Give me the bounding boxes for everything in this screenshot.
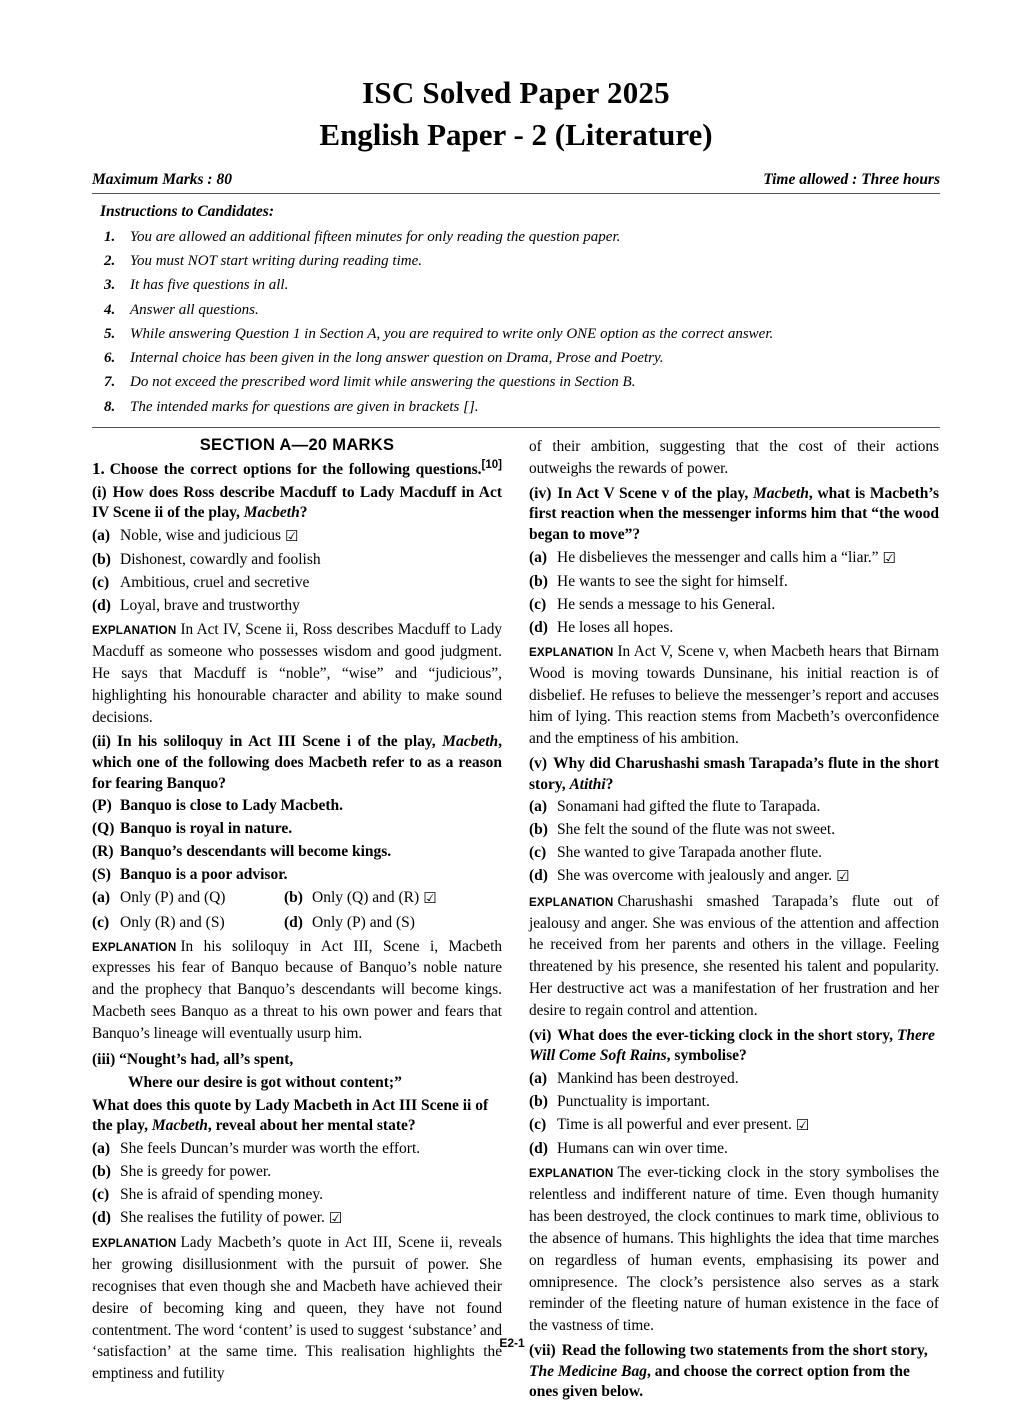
explanation-tag: EXPLANATION	[92, 1237, 177, 1251]
correct-answer-tick-icon: ☑	[423, 891, 437, 908]
question-1-text: Choose the correct options for the following questions.	[109, 461, 482, 478]
option-label: (a)	[92, 889, 111, 907]
option-b[interactable]	[529, 571, 939, 593]
instruction-number: 8.	[104, 398, 116, 415]
option-text: She realises the futility of power. ☑	[120, 1207, 502, 1230]
option-text: Only (Q) and (R) ☑	[312, 887, 502, 910]
explanation-text: In Act V, Scene v, when Macbeth hears that Birnam Wood is moving towards Dunsinane, his initial reaction is of disbelief. He refuses to believe the messenger’s report and accuses him of lying. This reaction stems from Macbeth’s overconfidence and the emptiness of his ambition.	[529, 642, 939, 748]
option-d[interactable]	[529, 617, 939, 639]
question-vi-stem	[529, 1026, 939, 1067]
question-v	[529, 754, 939, 1022]
option-label: (b)	[92, 551, 111, 569]
question-i-stem-a: How does Ross describe Macduff to Lady Macduff in Act IV Scene ii of the play,	[92, 483, 502, 522]
option-label: (b)	[92, 1162, 111, 1180]
option-label: (d)	[284, 913, 303, 931]
question-iv-explanation	[529, 641, 939, 750]
header-divider	[92, 193, 940, 194]
question-iii-stem	[92, 1096, 502, 1137]
option-row	[92, 912, 502, 934]
option-text: Only (P) and (S)	[312, 913, 415, 931]
option-b[interactable]	[529, 1091, 939, 1113]
option-text: Banquo is close to Lady Macbeth.	[120, 797, 344, 815]
option-b[interactable]	[284, 887, 502, 910]
option-label: (d)	[529, 1140, 548, 1158]
question-vii-stem-b: , and choose the correct option from the ones given below.	[529, 1362, 910, 1401]
question-vi-explanation	[529, 1162, 939, 1337]
option-label: (a)	[92, 1139, 111, 1157]
instruction-text: You must NOT start writing during reading time.	[130, 252, 423, 269]
option-text: Banquo’s descendants will become kings.	[120, 843, 392, 861]
option-label: (c)	[529, 844, 547, 862]
instruction-text: Internal choice has been given in the long answer question on Drama, Prose and Poetry.	[130, 350, 664, 367]
option-R[interactable]	[92, 841, 502, 863]
question-v-label: (v)	[529, 755, 548, 773]
option-text: Punctuality is important.	[557, 1093, 710, 1111]
option-label: (a)	[529, 548, 548, 566]
maximum-marks: Maximum Marks : 80	[92, 170, 232, 188]
option-label: (c)	[92, 1185, 110, 1203]
option-text: Dishonest, cowardly and foolish	[120, 551, 321, 569]
explanation-tag: EXPLANATION	[529, 1167, 614, 1181]
question-ii	[92, 732, 502, 1044]
correct-answer-tick-icon: ☑	[882, 550, 896, 567]
page-footer: E2-1	[499, 1336, 525, 1350]
question-v-stem	[529, 754, 939, 795]
option-label: (d)	[92, 1208, 111, 1226]
question-i-stem-b: ?	[299, 504, 308, 522]
option-label: (c)	[92, 574, 110, 592]
question-ii-stem-italic: Macbeth	[442, 733, 499, 751]
option-text: She feels Duncan’s murder was worth the effort.	[120, 1139, 421, 1157]
option-label: (d)	[529, 618, 548, 636]
question-iii-quote-line-1	[92, 1049, 502, 1070]
option-label: (a)	[529, 1070, 548, 1088]
option-c[interactable]	[529, 594, 939, 616]
correct-answer-tick-icon: ☑	[285, 528, 299, 545]
option-text: Banquo is a poor advisor.	[120, 866, 288, 884]
question-ii-stem-a: In his soliloquy in Act III Scene i of the play,	[116, 733, 443, 751]
option-text: Humans can win over time.	[557, 1140, 728, 1158]
instruction-item	[104, 249, 940, 273]
instruction-text: You are allowed an additional fifteen minutes for only reading the question paper.	[130, 228, 621, 245]
instruction-text: Answer all questions.	[130, 301, 259, 318]
explanation-tag: EXPLANATION	[529, 895, 614, 909]
instruction-text: Do not exceed the prescribed word limit while answering the questions in Section B.	[130, 374, 636, 391]
instruction-item	[104, 225, 940, 249]
question-i-stem-italic: Macbeth	[243, 504, 300, 522]
correct-answer-tick-icon: ☑	[795, 1118, 810, 1135]
option-a[interactable]	[529, 547, 939, 570]
question-vi-stem-a: What does the ever-ticking clock in the short story,	[557, 1026, 897, 1044]
option-a[interactable]	[529, 1068, 939, 1090]
explanation-text: The ever-ticking clock in the story symbolises the relentless and indifferent nature of time. Even though humanity has been destroyed, the clock continues to mark time, oblivious to the absence of humans. This highlights the idea that time marches on regardless of human events, emphasising its power and omnipresence. The clock’s persistence also serves as a stark reminder of the fleeting nature of human existence in the face of the vastness of time.	[529, 1164, 939, 1335]
question-iii-quote-line-2: Where our desire is got without content;”	[128, 1074, 402, 1092]
question-iv-label: (iv)	[529, 484, 552, 502]
option-label: (b)	[529, 1093, 548, 1111]
instructions-block	[92, 203, 940, 423]
question-ii-explanation	[92, 936, 502, 1045]
left-column	[92, 436, 502, 1404]
option-text: He wants to see the sight for himself.	[557, 572, 788, 590]
explanation-tag: EXPLANATION	[529, 645, 614, 659]
instruction-number: 1.	[104, 228, 116, 245]
question-i-explanation	[92, 619, 502, 728]
option-d[interactable]	[284, 912, 502, 934]
question-ii-label: (ii)	[92, 733, 111, 751]
option-text: She is greedy for power.	[120, 1162, 272, 1180]
explanation-text: In Act IV, Scene ii, Ross describes Macduff to Lady Macduff as someone who possesses wisdom and good judgment. He says that Macduff is “noble”, “wise” and “judicious”, highlighting his honourable character and ability to make sound decisions.	[92, 621, 502, 726]
question-ii-stem	[92, 732, 502, 794]
question-vii-stem-italic: The Medicine Bag	[529, 1362, 647, 1380]
question-iii-explanation	[92, 1232, 502, 1385]
instruction-number: 4.	[104, 301, 116, 318]
option-label: (P)	[92, 797, 112, 815]
explanation-tag: EXPLANATION	[92, 624, 177, 638]
section-a-title: SECTION A—20 MARKS	[199, 436, 395, 454]
option-text: Mankind has been destroyed.	[557, 1070, 739, 1088]
question-v-explanation	[529, 891, 939, 1022]
option-P[interactable]	[92, 795, 502, 817]
option-a[interactable]	[92, 525, 502, 548]
question-vi-label: (vi)	[529, 1026, 552, 1044]
question-i-options	[92, 525, 502, 617]
option-text: Only (P) and (Q)	[120, 889, 226, 907]
option-d[interactable]	[529, 1138, 939, 1160]
instruction-item	[104, 395, 940, 419]
option-c[interactable]	[92, 1184, 502, 1206]
explanation-text: Charushashi smashed Tarapada’s flute out of jealousy and anger. She was envious of the attention and affection he received from her parents and others in the village. Feeling threatened by his presence, she resented his talent and popularity. Her destructive act was a manifestation of her frustration and her desire to regain control and attention.	[529, 892, 939, 1019]
question-vii-label: (vii)	[529, 1342, 556, 1360]
option-text: He disbelieves the messenger and calls him a “liar.” ☑	[557, 547, 939, 570]
option-S[interactable]	[92, 864, 502, 886]
option-text: Ambitious, cruel and secretive	[120, 574, 310, 592]
explanation-text: Lady Macbeth’s quote in Act III, Scene ii, reveals her growing disillusionment with the pursuit of power. She recognises that even though she and Macbeth have achieved their desire of becoming king and queen, they have not found contentment. The word ‘content’ is used to suggest ‘substance’ and ‘satisfaction’ at the same time. This realisation highlights the emptiness and futility	[92, 1234, 502, 1383]
option-label: (a)	[529, 798, 548, 816]
correct-answer-tick-icon: ☑	[836, 869, 850, 886]
page-title: ISC Solved Paper 2025	[362, 75, 670, 110]
option-label: (c)	[529, 595, 547, 613]
option-text: Noble, wise and judicious ☑	[120, 525, 502, 548]
option-label: (c)	[529, 1116, 547, 1134]
question-iii-stem-a: What does this quote by Lady Macbeth in Act III Scene ii of the play,	[92, 1096, 489, 1135]
option-label: (b)	[284, 889, 303, 907]
option-label: (b)	[529, 821, 548, 839]
option-d[interactable]	[92, 595, 502, 617]
correct-answer-tick-icon: ☑	[328, 1210, 343, 1227]
time-allowed: Time allowed : Three hours	[763, 170, 940, 188]
right-column	[529, 436, 939, 1404]
option-d[interactable]	[92, 1207, 502, 1230]
question-vi-stem-b: , symbolise?	[666, 1047, 747, 1065]
option-text: She is afraid of spending money.	[120, 1185, 324, 1203]
option-text: She wanted to give Tarapada another flute.	[557, 844, 823, 862]
quote-text-1: “Nought’s had, all’s spent,	[119, 1050, 294, 1068]
instructions-divider	[92, 427, 940, 428]
explanation-tag: EXPLANATION	[92, 940, 177, 954]
option-label: (S)	[92, 866, 111, 884]
page-subtitle: English Paper - 2 (Literature)	[319, 116, 713, 152]
instruction-item	[104, 322, 940, 346]
instruction-item	[104, 370, 940, 394]
instruction-text: The intended marks for questions are given in brackets [].	[130, 398, 479, 415]
question-vi	[529, 1026, 939, 1337]
option-c[interactable]	[529, 842, 939, 864]
question-v-stem-b: ?	[605, 775, 614, 793]
option-c[interactable]	[92, 912, 284, 934]
question-ii-stem-b: , which one of the following does Macbeth refer to as a reason for fearing Banquo?	[92, 733, 502, 792]
question-vi-stem-italic: There Will Come Soft Rains	[529, 1026, 935, 1065]
option-text: Only (R) and (S)	[120, 913, 225, 931]
instructions-list	[92, 225, 940, 419]
instruction-number: 7.	[104, 374, 116, 391]
option-text: Banquo is royal in nature.	[120, 820, 293, 838]
instruction-number: 6.	[104, 350, 116, 367]
instruction-number: 5.	[104, 325, 116, 342]
question-iii-explanation-continued: of their ambition, suggesting that the cost of their actions outweighs the rewards of power.	[529, 438, 939, 477]
option-b[interactable]	[92, 1161, 502, 1183]
question-ii-options	[92, 887, 502, 933]
option-d[interactable]	[529, 865, 939, 888]
question-iv-options	[529, 547, 939, 639]
question-i-label: (i)	[92, 483, 107, 501]
option-label: (R)	[92, 843, 114, 861]
question-v-options	[529, 796, 939, 888]
option-text: She felt the sound of the flute was not sweet.	[557, 821, 836, 839]
question-i	[92, 483, 502, 729]
exam-meta-row	[92, 171, 940, 189]
question-ii-statements	[92, 795, 502, 886]
instruction-item	[104, 298, 940, 322]
question-1-stem	[92, 458, 502, 481]
option-Q[interactable]	[92, 818, 502, 840]
option-label: (Q)	[92, 820, 115, 838]
question-iii-label: (iii)	[92, 1050, 116, 1068]
option-b[interactable]	[529, 819, 939, 841]
option-label: (c)	[92, 913, 110, 931]
option-text: He loses all hopes.	[557, 618, 674, 636]
option-label: (a)	[92, 526, 111, 544]
question-iv-stem-a: In Act V Scene v of the play,	[557, 484, 753, 502]
question-vii-stem-a: Read the following two statements from the short story,	[561, 1342, 928, 1360]
option-text: Time is all powerful and ever present. ☑	[557, 1114, 939, 1137]
question-1-number: 1.	[92, 459, 105, 478]
option-b[interactable]	[92, 549, 502, 571]
option-c[interactable]	[529, 1114, 939, 1137]
question-iii-options	[92, 1138, 502, 1230]
option-a[interactable]	[92, 887, 284, 910]
question-v-stem-a: Why did Charushashi smash Tarapada’s flute in the short story,	[529, 755, 939, 793]
option-c[interactable]	[92, 572, 502, 594]
question-vi-options	[529, 1068, 939, 1160]
question-iii-stem-italic: Macbeth	[151, 1117, 208, 1135]
option-a[interactable]	[92, 1138, 502, 1160]
option-text: Sonamani had gifted the flute to Tarapada.	[557, 798, 821, 816]
question-iv-stem-b: , what is Macbeth’s first reaction when the messenger informs him that “the wood began to move”?	[529, 484, 939, 543]
question-iii-stem-b: , reveal about her mental state?	[207, 1117, 416, 1135]
option-text: She was overcome with jealously and anger. ☑	[557, 865, 939, 888]
question-i-stem	[92, 483, 502, 524]
instruction-text: It has five questions in all.	[130, 277, 289, 294]
instruction-number: 2.	[104, 252, 116, 269]
question-vii	[529, 1341, 939, 1403]
option-label: (d)	[92, 597, 111, 615]
instruction-item	[104, 346, 940, 370]
question-iv-stem-italic: Macbeth	[752, 484, 809, 502]
body-columns	[92, 436, 940, 1404]
question-iv-stem	[529, 484, 939, 546]
option-text: He sends a message to his General.	[557, 595, 776, 613]
instructions-heading: Instructions to Candidates:	[100, 202, 274, 220]
question-v-stem-italic: Atithi	[569, 775, 606, 793]
option-a[interactable]	[529, 796, 939, 818]
instruction-text: While answering Question 1 in Section A, you are required to write only ONE option as the correct answer.	[130, 325, 774, 342]
question-1-marks: [10]	[481, 459, 502, 471]
instruction-item	[104, 273, 940, 297]
option-label: (b)	[529, 572, 548, 590]
option-label: (d)	[529, 867, 548, 885]
instruction-number: 3.	[104, 277, 116, 294]
explanation-text: In his soliloquy in Act III, Scene i, Macbeth expresses his fear of Banquo because of Banquo’s noble nature and the prophecy that Banquo’s descendants will become kings. Macbeth sees Banquo as a threat to his own power and fears that Banquo’s lineage will eventually usurp him.	[92, 937, 502, 1042]
page-header	[92, 0, 940, 194]
question-vii-stem	[529, 1341, 939, 1403]
option-row	[92, 887, 502, 910]
question-iv	[529, 484, 939, 750]
question-iii	[92, 1049, 502, 1385]
option-text: Loyal, brave and trustworthy	[120, 597, 300, 615]
